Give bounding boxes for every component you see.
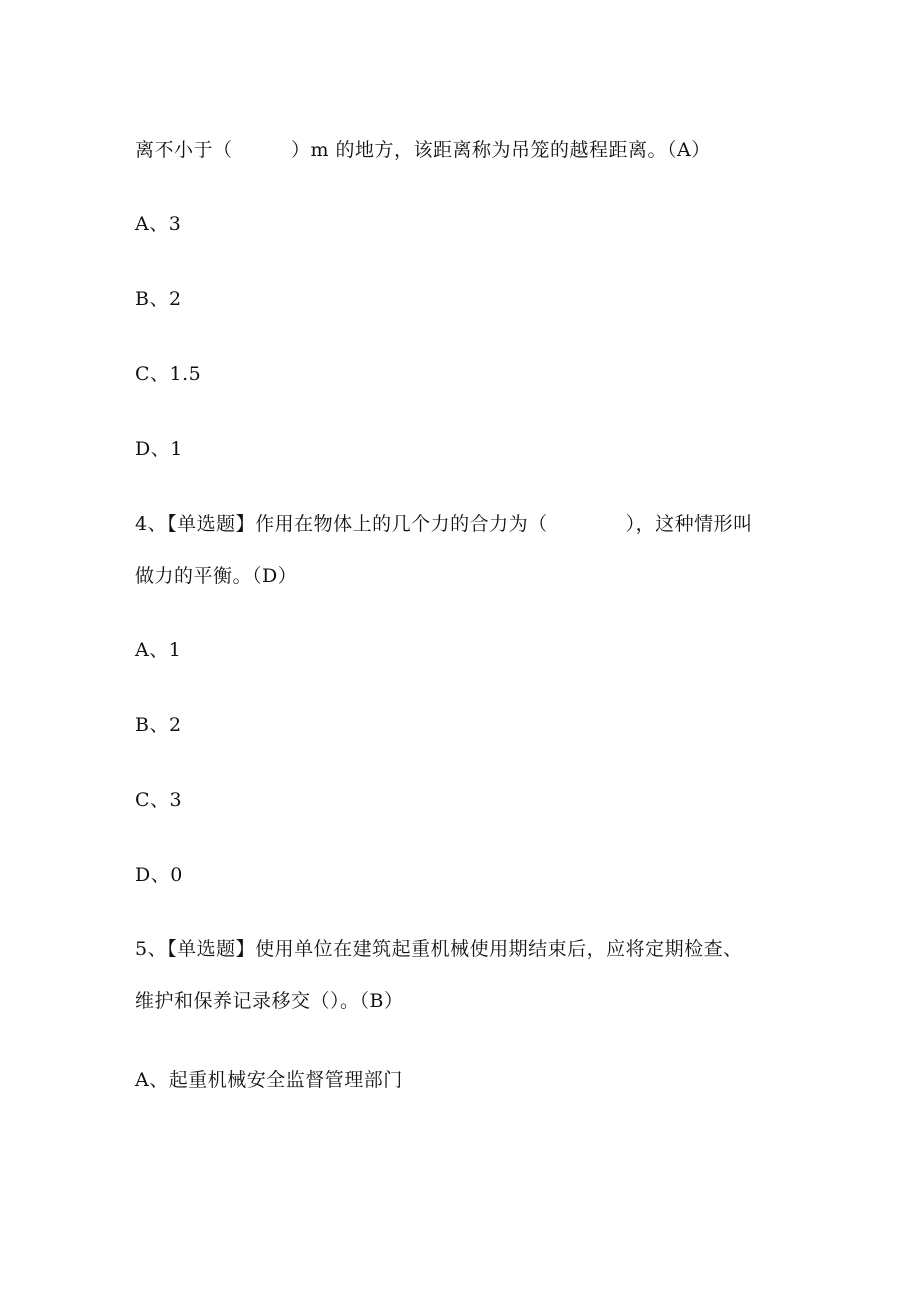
question-3-option-d: D、1 <box>135 438 183 460</box>
question-4-option-c: C、3 <box>135 789 183 811</box>
question-4-option-a: A、1 <box>135 639 182 661</box>
question-5-option-a: A、起重机械安全监督管理部门 <box>135 1069 403 1091</box>
question-3-stem-continued: 离不小于（ ）m 的地方，该距离称为吊笼的越程距离。（A） <box>135 139 711 161</box>
question-4-stem-line-2: 做力的平衡。（D） <box>135 565 298 587</box>
question-3-option-b: B、2 <box>135 288 182 310</box>
question-4-option-d: D、0 <box>135 864 183 886</box>
question-5-stem-line-2: 维护和保养记录移交（）。（B） <box>135 990 404 1012</box>
question-3-option-c: C、1.5 <box>135 363 202 385</box>
question-4-stem-line-1: 4、【单选题】作用在物体上的几个力的合力为（ ），这种情形叫 <box>135 513 753 535</box>
question-4-option-b: B、2 <box>135 714 182 736</box>
question-3-option-a: A、3 <box>135 213 182 235</box>
question-5-stem-line-1: 5、【单选题】使用单位在建筑起重机械使用期结束后，应将定期检查、 <box>135 938 743 960</box>
